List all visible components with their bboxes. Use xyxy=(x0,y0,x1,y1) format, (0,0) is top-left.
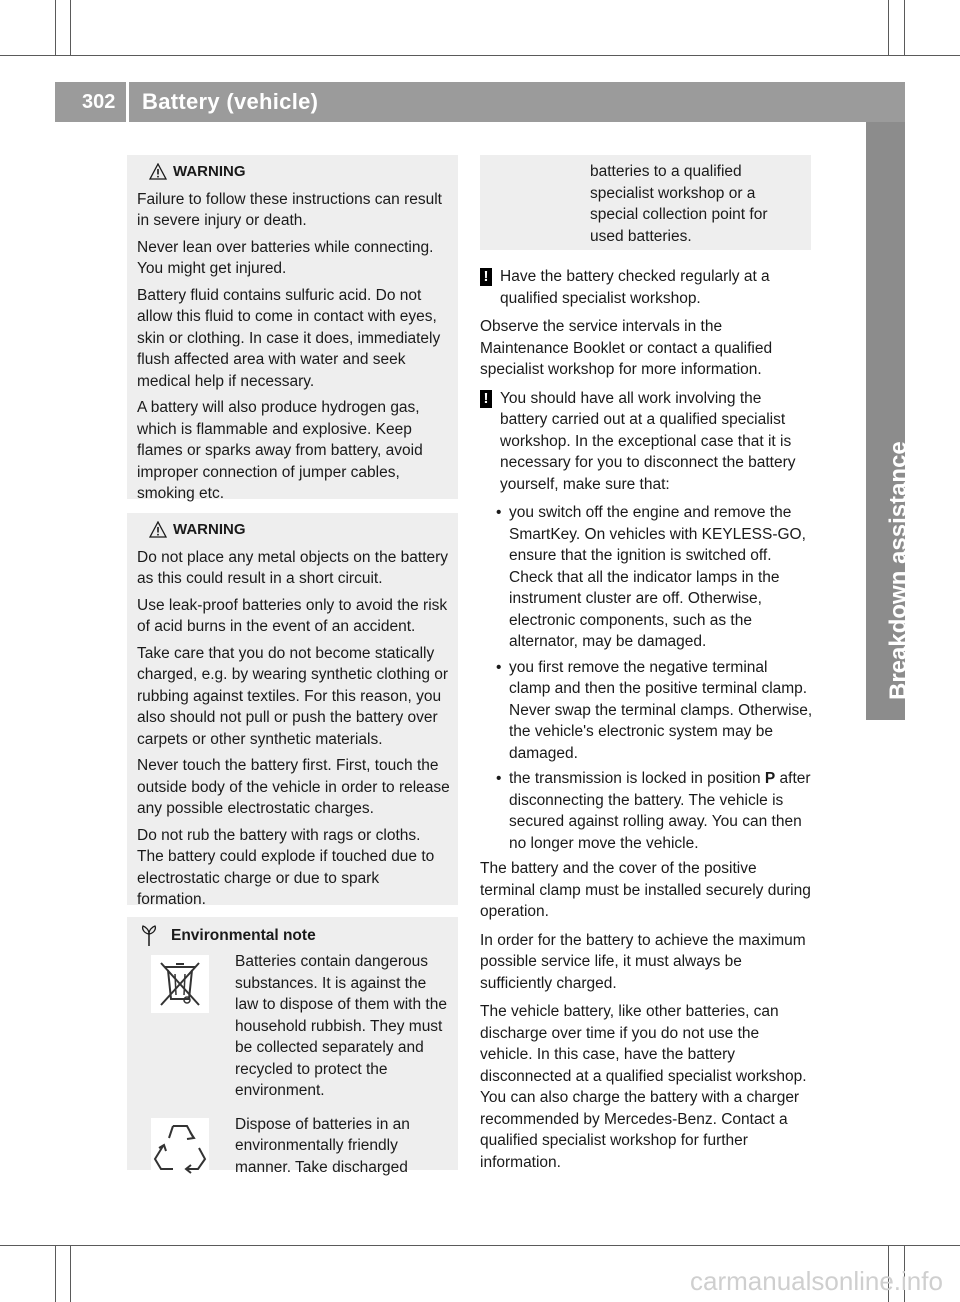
crop-mark xyxy=(55,1245,56,1302)
environmental-note-text: Dispose of batteries in an environmentally friendly manner. Take discharged xyxy=(235,1115,410,1176)
crop-mark xyxy=(888,0,889,56)
warning-paragraph: Failure to follow these instructions can result in severe injury or death. xyxy=(137,190,442,229)
gear-position: P xyxy=(764,770,776,787)
crop-mark xyxy=(904,0,905,56)
watermark: carmanualsonline.info xyxy=(690,1266,943,1296)
notice xyxy=(480,388,813,496)
warning-heading-text: WARNING xyxy=(173,163,246,180)
crop-mark xyxy=(70,0,71,56)
list-item-text: the transmission is locked in position xyxy=(509,770,765,787)
environmental-note-title: Environmental note xyxy=(171,927,316,945)
notice-mark: ! xyxy=(480,390,492,408)
crop-mark xyxy=(0,1245,960,1246)
environmental-note-heading xyxy=(137,925,450,947)
list-item: • you switch off the engine and remove the SmartKey. On vehicles with KEYLESS-GO, ensure that the ignition is switched off. Check that all the indicator lamps in the instrument cluster are off. Otherwise, electronic components, such as the alternator, may be damaged. xyxy=(496,502,813,653)
crossed-bin-image xyxy=(151,955,209,1013)
warning-paragraph: Never lean over batteries while connecting. You might get injured. xyxy=(137,238,434,277)
notice-mark: ! xyxy=(480,268,492,286)
notice xyxy=(480,266,813,309)
warning-paragraph: Never touch the battery first. First, touch the outside body of the vehicle in order to release any possible electrostatic charges. xyxy=(137,757,450,817)
body-paragraph: In order for the battery to achieve the maximum possible service life, it must always be sufficiently charged. xyxy=(480,931,806,992)
warning-paragraph: A battery will also produce hydrogen gas, which is flammable and explosive. Keep flames or sparks away from battery, avoid improper connection of jumper cables, smoking etc. xyxy=(137,399,423,502)
notice-text: You should have all work involving the battery carried out at a qualified specialist workshop. In the exceptional case that it is necessary for you to disconnect the battery yourself, make sure that: xyxy=(500,389,796,493)
side-tab-label: Breakdown assistance xyxy=(885,441,912,700)
recycle-icon xyxy=(151,1118,209,1176)
bullet-list xyxy=(496,502,813,854)
environment-plant-icon xyxy=(139,925,159,947)
environmental-note-item xyxy=(137,951,450,1102)
warning-box xyxy=(127,155,458,502)
crossed-bin-icon xyxy=(151,955,209,1013)
warning-box xyxy=(127,513,458,908)
environmental-note-text: batteries to a qualified specialist workshop or a special collection point for used batteries. xyxy=(590,163,768,245)
main-text-column xyxy=(480,266,813,1180)
crop-mark xyxy=(55,0,56,56)
environmental-note-item xyxy=(137,1114,450,1179)
recycle-image xyxy=(151,1118,209,1176)
warning-heading-text: WARNING xyxy=(173,521,246,538)
environmental-note-continuation xyxy=(480,155,811,250)
warning-triangle-icon xyxy=(149,163,167,180)
list-item xyxy=(496,768,813,854)
environmental-note-box xyxy=(127,917,458,1176)
list-item-text: after disconnecting the battery. The vehicle is secured against rolling away. You can then no longer move the vehicle. xyxy=(509,770,811,852)
environmental-note-text: Batteries contain dangerous substances. It is against the law to dispose of them with the household rubbish. They must be collected separately and recycled to protect the environment. xyxy=(235,953,447,1099)
warning-triangle-icon xyxy=(149,521,167,538)
warning-paragraph: Do not place any metal objects on the battery as this could result in a short circuit. xyxy=(137,548,449,587)
page-title: Battery (vehicle) xyxy=(142,89,319,114)
page-number: 302 xyxy=(82,91,116,113)
notice-followup: Observe the service intervals in the Maintenance Booklet or contact a qualified specialist workshop for more information. xyxy=(480,318,773,378)
warning-heading xyxy=(149,161,450,183)
crop-mark xyxy=(0,55,960,56)
header-divider xyxy=(126,82,129,122)
warning-heading xyxy=(149,519,450,541)
crop-mark xyxy=(70,1245,71,1302)
warning-paragraph: Use leak-proof batteries only to avoid the risk of acid burns in the event of an accident. xyxy=(137,596,448,635)
warning-paragraph: Do not rub the battery with rags or cloths. The battery could explode if touched due to electrostatic charge or due to spark formation. xyxy=(137,826,435,908)
notice-closing: The battery and the cover of the positive terminal clamp must be installed securely during operation. xyxy=(480,860,811,920)
list-item: • you first remove the negative terminal clamp and then the positive terminal clamp. Never swap the terminal clamps. Otherwise, the vehicle's electronic system may be damaged. xyxy=(496,657,813,765)
warning-paragraph: Take care that you do not become statically charged, e.g. by wearing synthetic clothing or rubbing against textiles. For this reason, you also should not pull or push the battery over carpets or other synthetic materials. xyxy=(137,644,449,748)
notice-text: Have the battery checked regularly at a qualified specialist workshop. xyxy=(500,268,770,307)
body-paragraph: The vehicle battery, like other batteries, can discharge over time if you do not use the vehicle. In this case, have the battery disconnected at a qualified specialist workshop. You can also charge the battery with a charger recommended by Mercedes-Benz. Contact a qualified specialist workshop for further information. xyxy=(480,1003,807,1171)
warning-paragraph: Battery fluid contains sulfuric acid. Do not allow this fluid to come in contact with eyes, skin or clothing. In case it does, immediately flush affected area with water and seek medical help if necessary. xyxy=(137,286,441,390)
